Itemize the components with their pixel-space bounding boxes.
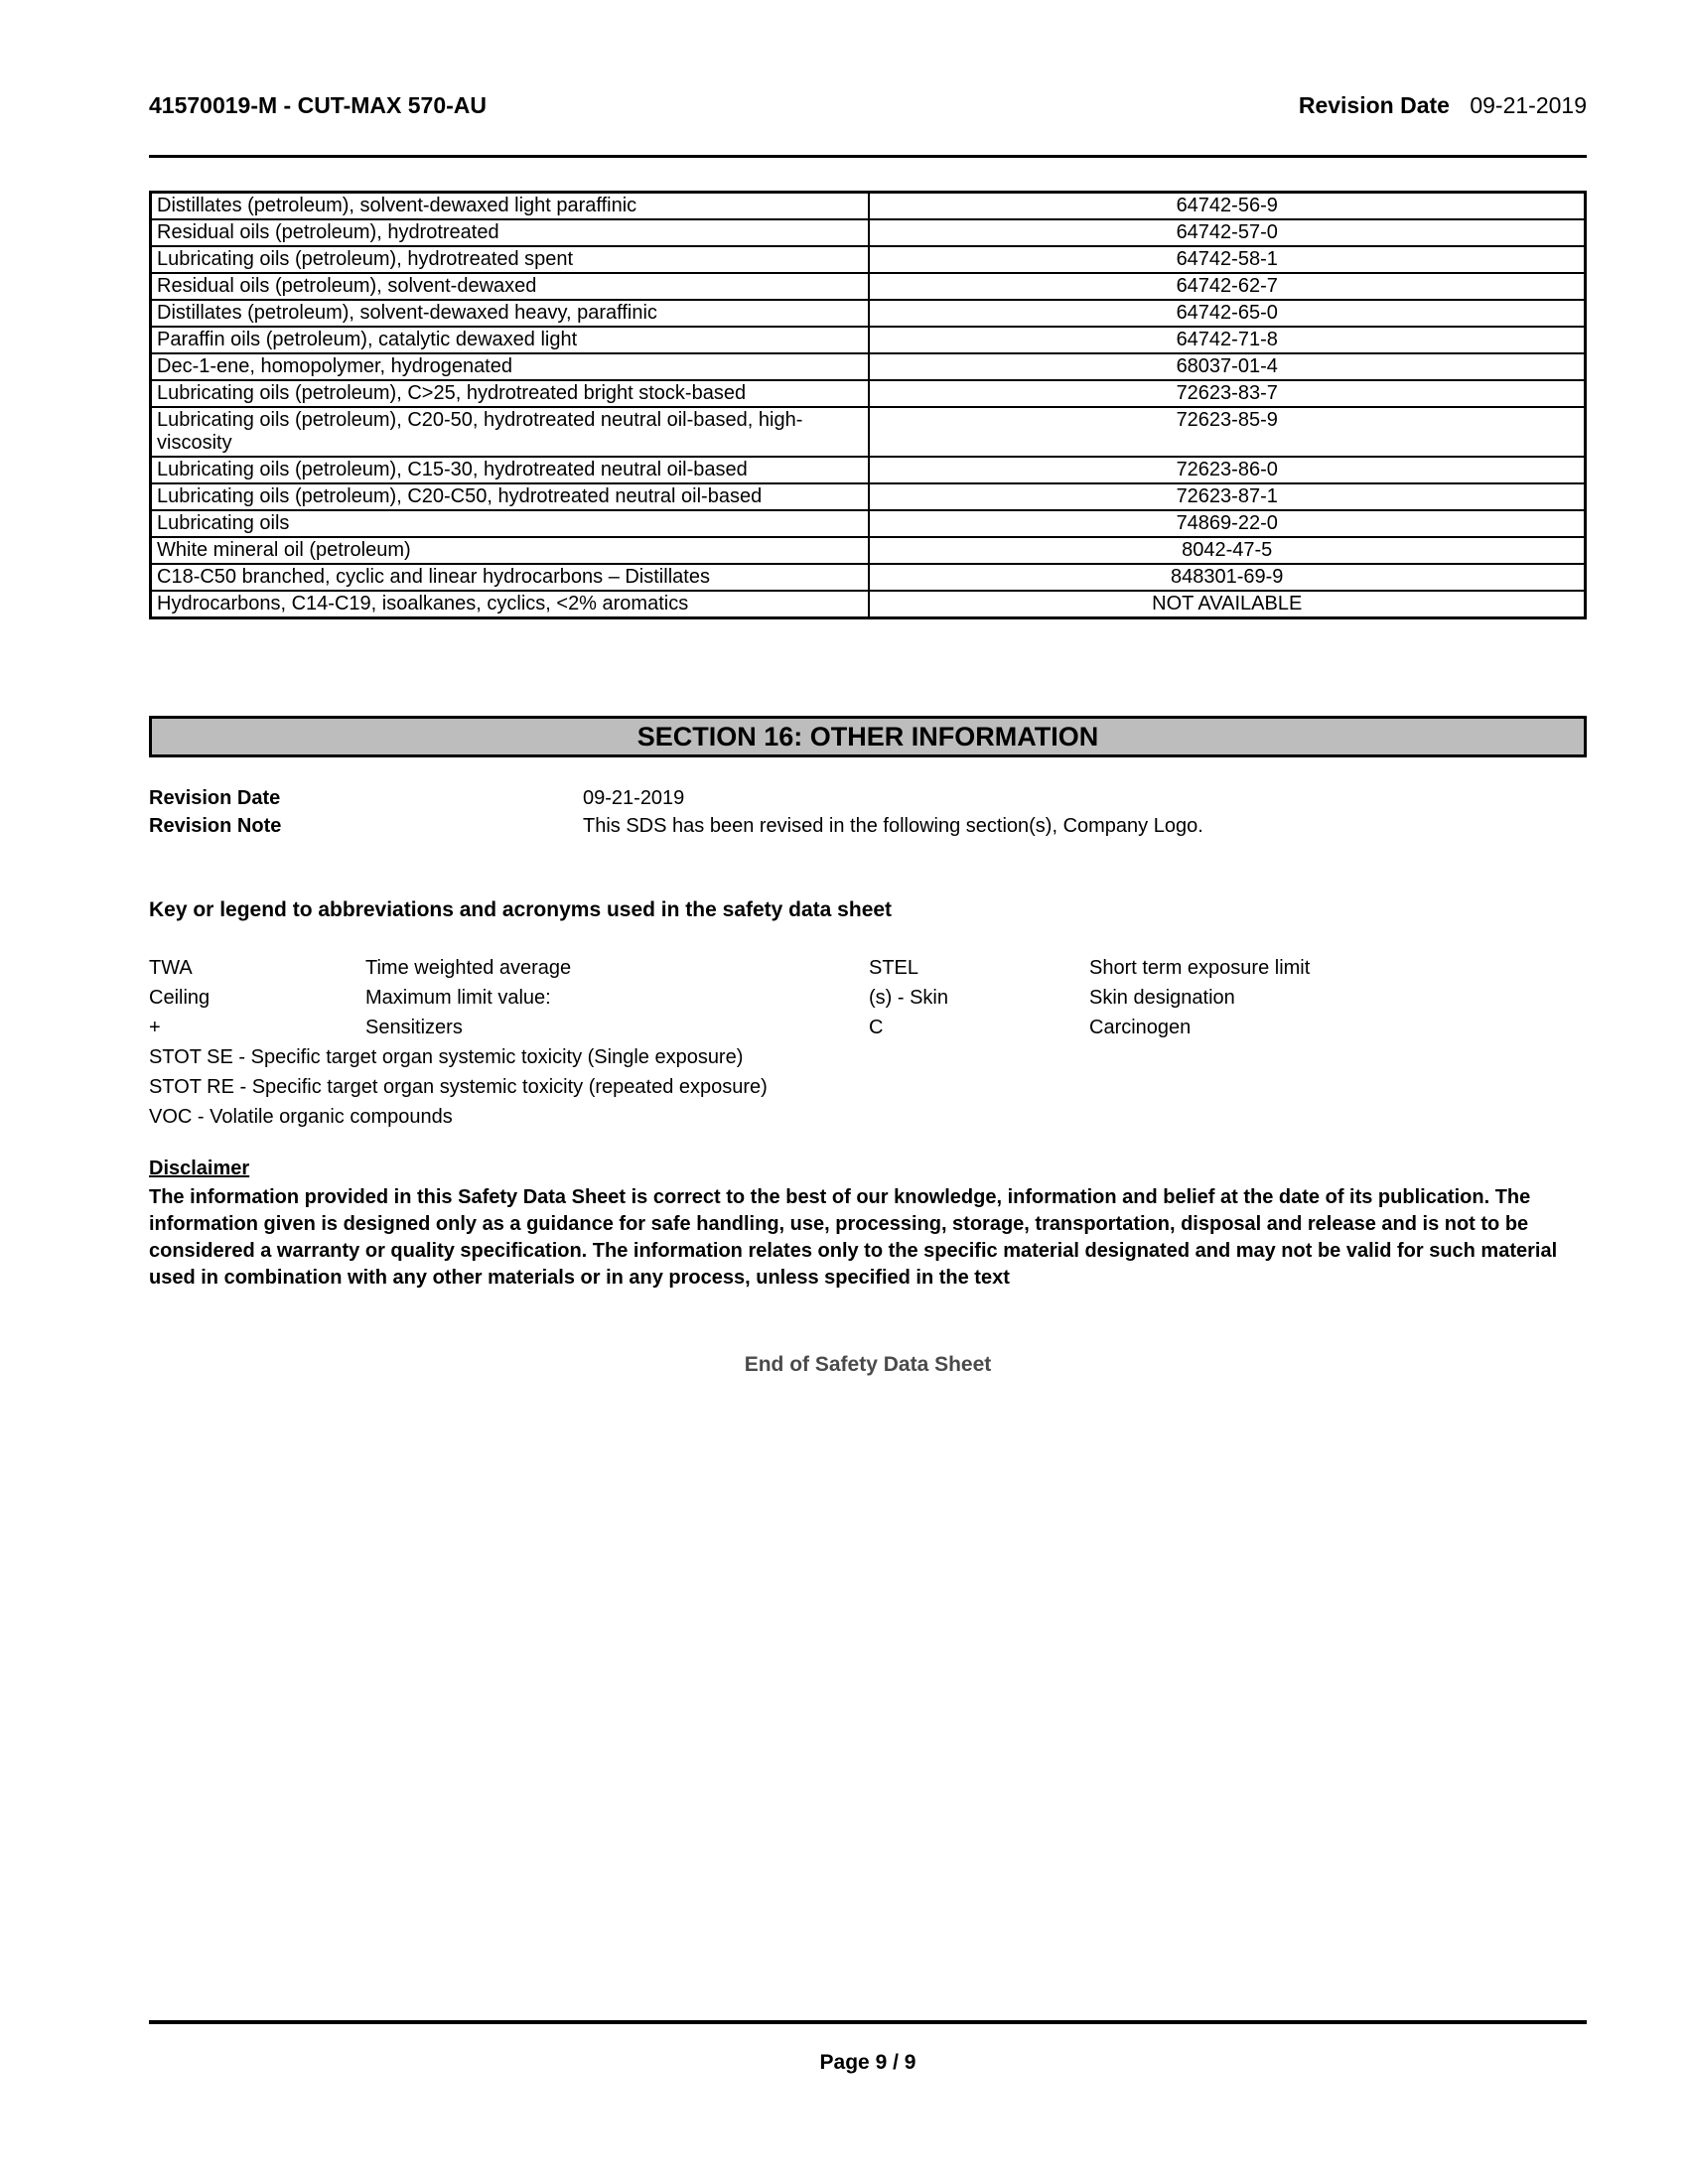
substance-name-cell: Dec-1-ene, homopolymer, hydrogenated [151, 353, 870, 380]
cas-number-cell: 72623-87-1 [869, 483, 1585, 510]
table-row [151, 353, 1586, 380]
legend-block [149, 953, 1587, 1132]
table-row [151, 193, 1586, 220]
header-revision-date-label: Revision Date [1298, 92, 1450, 118]
cas-number-cell: 72623-86-0 [869, 457, 1585, 483]
cas-number-cell: 72623-83-7 [869, 380, 1585, 407]
legend-line-voc: VOC - Volatile organic compounds [149, 1106, 453, 1128]
table-row [151, 327, 1586, 353]
substance-name-cell: Distillates (petroleum), solvent-dewaxed light paraffinic [151, 193, 870, 220]
header-revision-date [1299, 91, 1587, 119]
substance-name-cell: Lubricating oils (petroleum), C>25, hydrotreated bright stock-based [151, 380, 870, 407]
cas-number-cell: 8042-47-5 [869, 537, 1585, 564]
substance-name-cell: Lubricating oils (petroleum), C15-30, hydrotreated neutral oil-based [151, 457, 870, 483]
table-row [151, 380, 1586, 407]
table-row [151, 457, 1586, 483]
substance-name-cell: White mineral oil (petroleum) [151, 537, 870, 564]
table-row [151, 407, 1586, 457]
disclaimer-block [149, 1155, 1587, 1292]
substance-name-cell: Lubricating oils [151, 510, 870, 537]
legend-abbr: + [149, 1017, 161, 1038]
legend-desc: Skin designation [1089, 987, 1235, 1009]
table-row [151, 246, 1586, 273]
table-row [151, 273, 1586, 300]
substance-name-cell: Lubricating oils (petroleum), C20-C50, hydrotreated neutral oil-based [151, 483, 870, 510]
revision-note-label: Revision Note [149, 815, 282, 837]
substance-name-cell: Distillates (petroleum), solvent-dewaxed heavy, paraffinic [151, 300, 870, 327]
disclaimer-text: The information provided in this Safety Data Sheet is correct to the best of our knowledge, information and belief at the date of its publication. The information given is designed only as a guidance for safe handling, use, processing, storage, transportation, disposal and release and is not to be considered a warranty or quality specification. The information relates only to the specific material designated and may not be valid for such material used in combination with any other materials or in any process, unless specified in the text [149, 1186, 1558, 1289]
legend-desc: Sensitizers [365, 1017, 463, 1038]
legend-abbr: STEL [869, 957, 919, 979]
cas-number-cell: 64742-62-7 [869, 273, 1585, 300]
cas-number-cell: 64742-57-0 [869, 219, 1585, 246]
legend-row [149, 983, 1587, 1013]
legend-abbr: TWA [149, 957, 193, 979]
revision-note-value: This SDS has been revised in the following section(s), Company Logo. [583, 815, 1203, 837]
revision-date-label: Revision Date [149, 787, 281, 809]
page-content [149, 0, 1587, 2184]
cas-number-cell: 848301-69-9 [869, 564, 1585, 591]
header-revision-date-value: 09-21-2019 [1470, 92, 1587, 118]
legend-desc: Carcinogen [1089, 1017, 1192, 1038]
page-number: Page 9 / 9 [819, 2051, 916, 2074]
substance-name-cell: Paraffin oils (petroleum), catalytic dewaxed light [151, 327, 870, 353]
legend-row [149, 953, 1587, 983]
table-row [151, 300, 1586, 327]
disclaimer-heading: Disclaimer [149, 1158, 250, 1179]
substance-name-cell: Hydrocarbons, C14-C19, isoalkanes, cyclics, <2% aromatics [151, 591, 870, 618]
revision-date-row [149, 784, 1587, 812]
footer-divider [149, 2020, 1587, 2024]
legend-abbr: (s) - Skin [869, 987, 948, 1009]
legend-desc: Short term exposure limit [1089, 957, 1311, 979]
substance-name-cell: C18-C50 branched, cyclic and linear hydrocarbons – Distillates [151, 564, 870, 591]
table-row [151, 510, 1586, 537]
cas-number-cell: NOT AVAILABLE [869, 591, 1585, 618]
legend-line-stot-re: STOT RE - Specific target organ systemic toxicity (repeated exposure) [149, 1076, 768, 1098]
revision-date-value: 09-21-2019 [583, 787, 685, 809]
legend-desc: Time weighted average [365, 957, 572, 979]
end-of-sheet-note: End of Safety Data Sheet [744, 1353, 992, 1376]
legend-abbr: Ceiling [149, 987, 211, 1009]
substance-name-cell: Lubricating oils (petroleum), hydrotreated spent [151, 246, 870, 273]
section-16-header: SECTION 16: OTHER INFORMATION [149, 716, 1587, 757]
ingredients-table-wrap [149, 191, 1587, 619]
header-divider [149, 155, 1587, 158]
cas-number-cell: 72623-85-9 [869, 407, 1585, 457]
legend-line-stot-se: STOT SE - Specific target organ systemic toxicity (Single exposure) [149, 1046, 744, 1068]
legend-abbr: C [869, 1017, 884, 1038]
revision-note-row [149, 812, 1587, 840]
revision-block [149, 784, 1587, 840]
cas-number-cell: 74869-22-0 [869, 510, 1585, 537]
cas-number-cell: 68037-01-4 [869, 353, 1585, 380]
table-row [151, 219, 1586, 246]
table-row [151, 564, 1586, 591]
legend-heading: Key or legend to abbreviations and acronyms used in the safety data sheet [149, 898, 893, 921]
substance-name-cell: Residual oils (petroleum), solvent-dewaxed [151, 273, 870, 300]
cas-number-cell: 64742-71-8 [869, 327, 1585, 353]
ingredients-cas-table [149, 191, 1587, 619]
page-header [149, 91, 1587, 119]
table-row [151, 483, 1586, 510]
cas-number-cell: 64742-56-9 [869, 193, 1585, 220]
cas-number-cell: 64742-65-0 [869, 300, 1585, 327]
document-title: 41570019-M - CUT-MAX 570-AU [149, 92, 488, 118]
legend-row [149, 1013, 1587, 1042]
legend-desc: Maximum limit value: [365, 987, 551, 1009]
table-row [151, 537, 1586, 564]
substance-name-cell: Residual oils (petroleum), hydrotreated [151, 219, 870, 246]
substance-name-cell: Lubricating oils (petroleum), C20-50, hydrotreated neutral oil-based, high-viscosity [151, 407, 870, 457]
cas-number-cell: 64742-58-1 [869, 246, 1585, 273]
table-row [151, 591, 1586, 618]
